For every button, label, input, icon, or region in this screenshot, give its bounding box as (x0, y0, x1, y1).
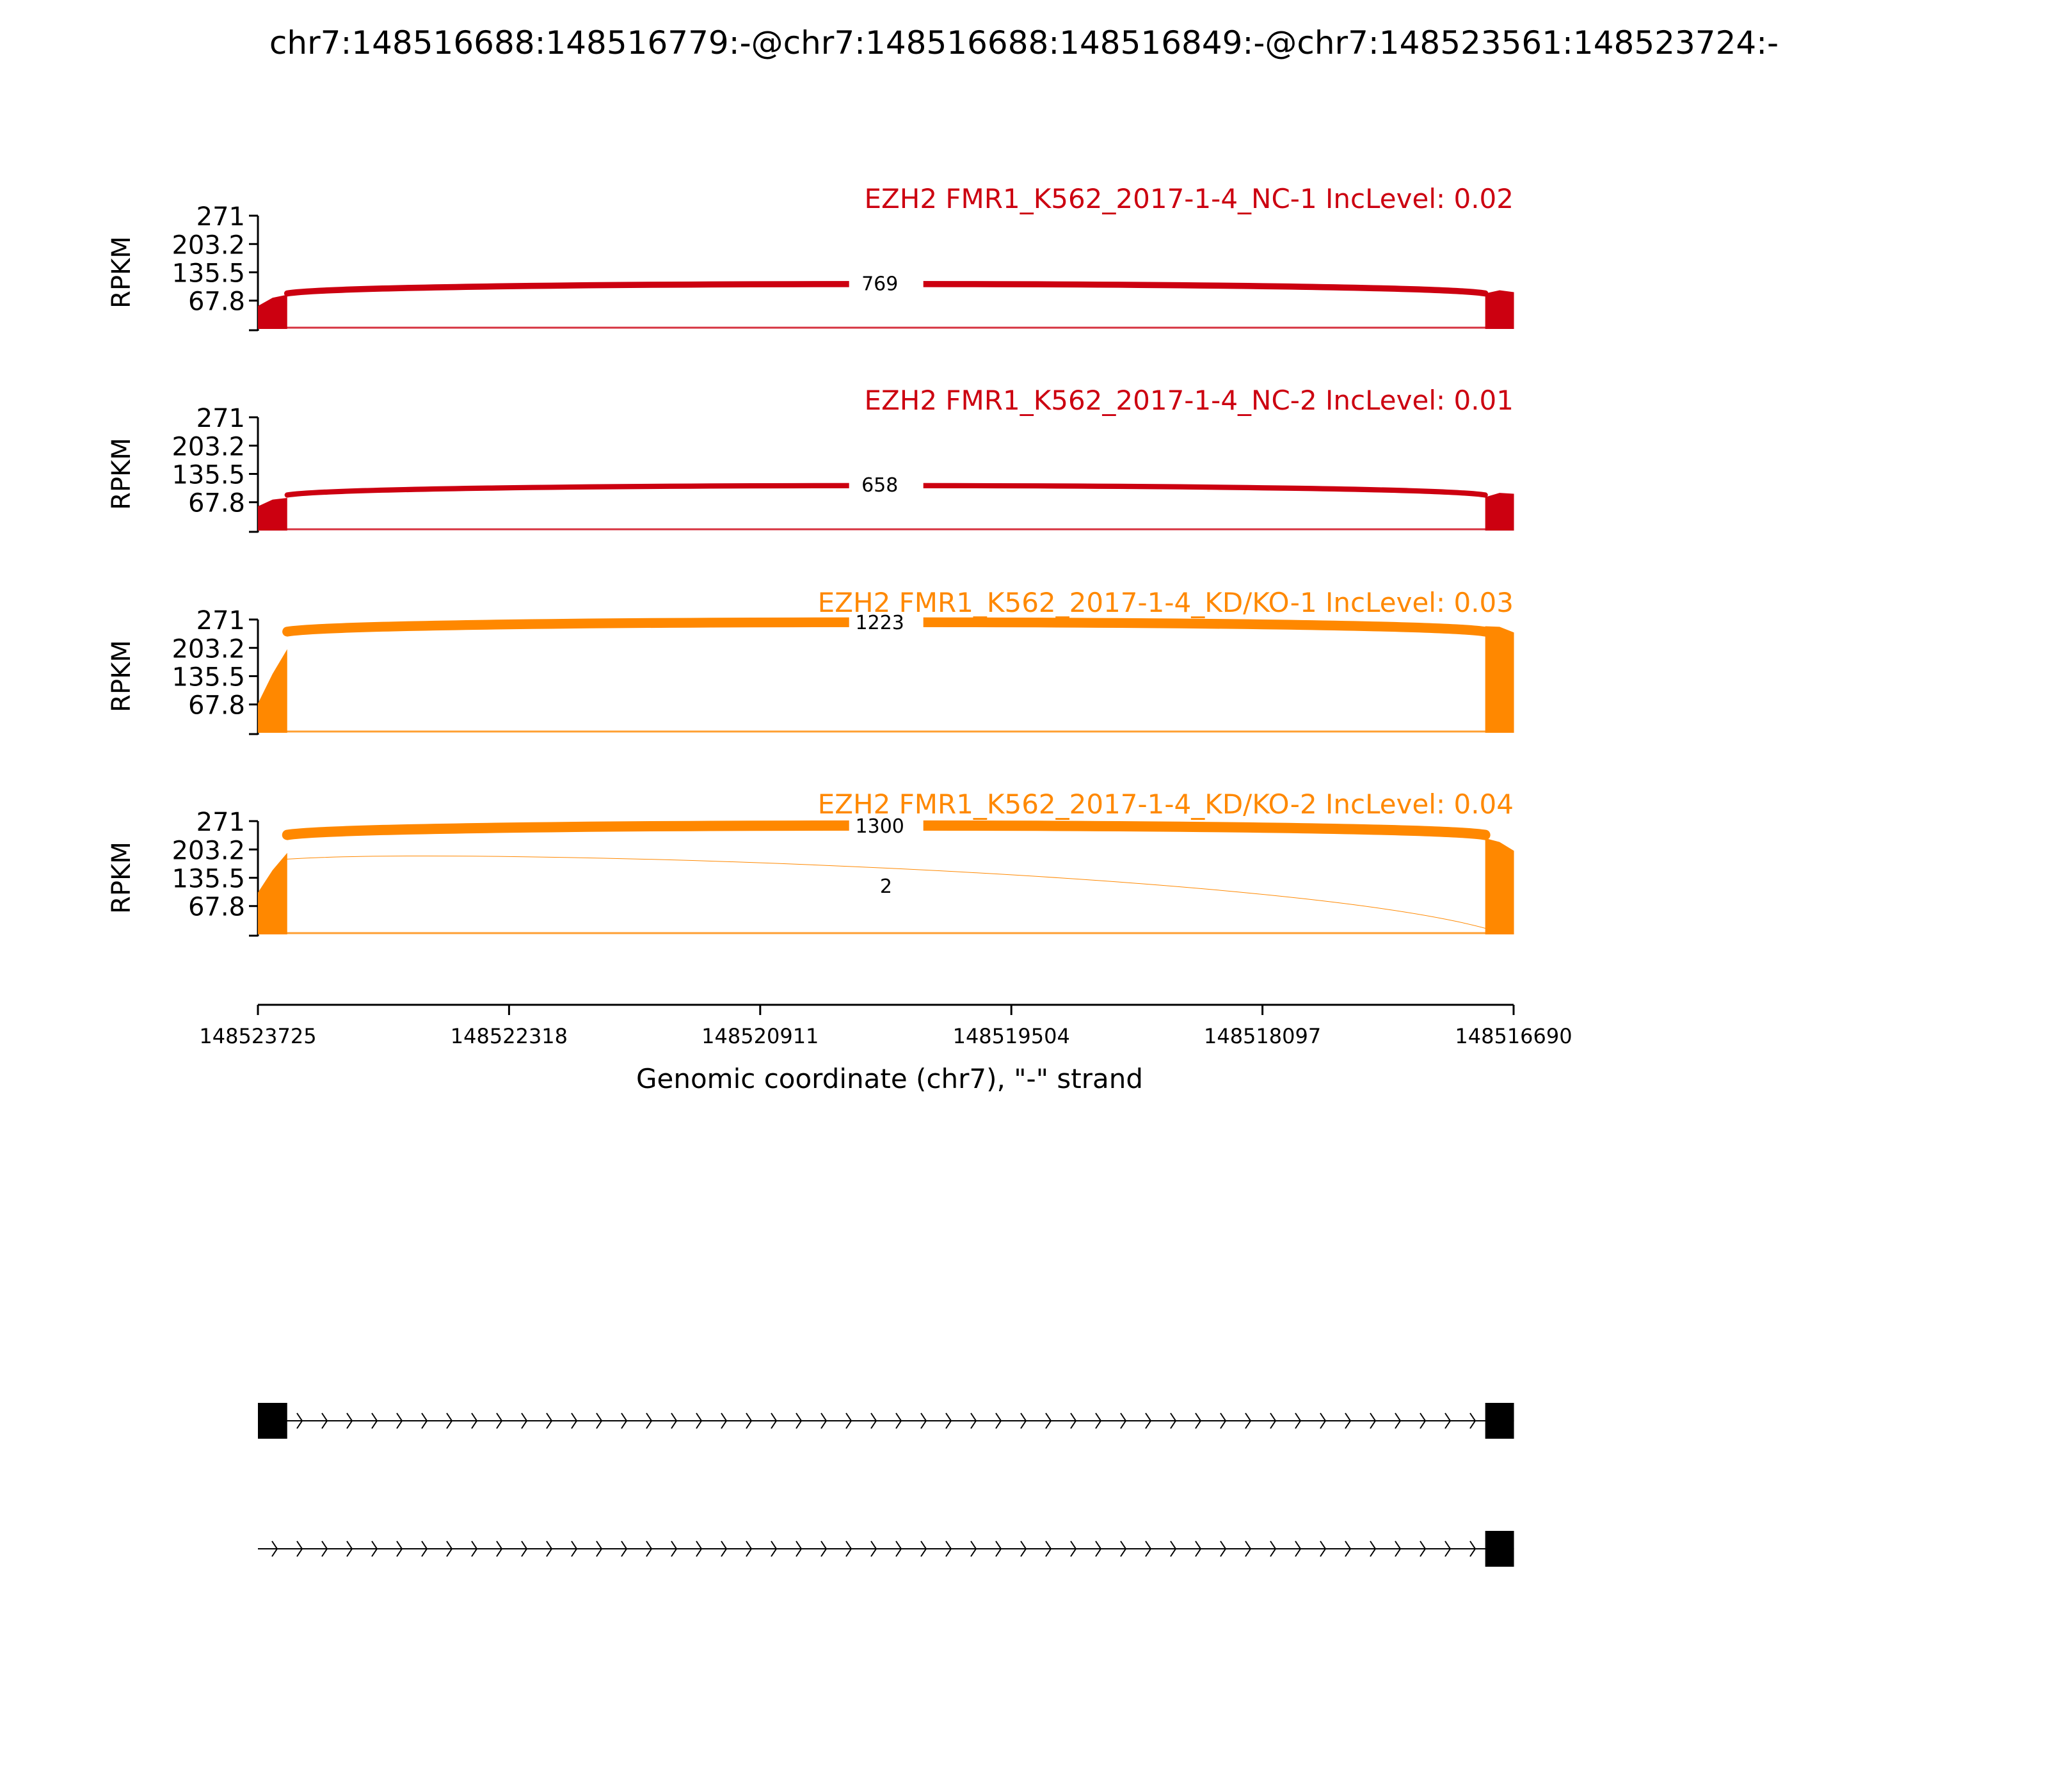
exon-coverage (1485, 838, 1514, 934)
track-name: EZH2 FMR1_K562_2017-1-4_KD/KO-2 IncLevel: 0.04 (817, 788, 1514, 820)
y-tick-label: 135.5 (172, 460, 245, 490)
x-tick-label: 148516690 (1455, 1024, 1572, 1048)
y-axis-label: RPKM (107, 236, 136, 308)
figure-title: chr7:148516688:148516779:-@chr7:148516688:148516849:-@chr7:148523561:148523724:- (269, 24, 1779, 61)
track-name: EZH2 FMR1_K562_2017-1-4_NC-2 IncLevel: 0.01 (864, 385, 1514, 416)
y-tick-label: 203.2 (172, 634, 245, 664)
exon-coverage (1485, 291, 1514, 329)
y-tick-label: 271 (196, 404, 245, 433)
y-tick-label: 135.5 (172, 662, 245, 692)
y-axis-label: RPKM (107, 842, 136, 914)
y-tick-label: 203.2 (172, 230, 245, 260)
exon-block (1485, 1531, 1514, 1567)
junction-count: 2 (879, 875, 893, 898)
y-tick-label: 67.8 (188, 892, 245, 922)
junction-count: 658 (861, 474, 899, 497)
y-tick-label: 203.2 (172, 836, 245, 866)
x-tick-label: 148522318 (450, 1024, 568, 1048)
y-tick-label: 67.8 (188, 691, 245, 721)
exon-block (258, 1403, 287, 1439)
y-tick-label: 271 (196, 202, 245, 232)
track-name: EZH2 FMR1_K562_2017-1-4_KD/KO-1 IncLevel: 0.03 (817, 587, 1514, 618)
x-tick-label: 148519504 (952, 1024, 1070, 1048)
y-tick-label: 271 (196, 606, 245, 636)
junction-count-bg (855, 872, 929, 897)
x-axis-label: Genomic coordinate (chr7), "-" strand (636, 1063, 1144, 1094)
y-tick-label: 67.8 (188, 287, 245, 317)
x-tick-label: 148523725 (199, 1024, 317, 1048)
exon-block (1485, 1403, 1514, 1439)
y-tick-label: 135.5 (172, 259, 245, 289)
y-tick-label: 271 (196, 808, 245, 837)
junction-count: 1300 (855, 815, 904, 838)
y-axis-label: RPKM (107, 438, 136, 510)
exon-coverage (1485, 493, 1514, 531)
junction-count: 1223 (855, 612, 904, 635)
x-tick-label: 148518097 (1203, 1024, 1322, 1048)
y-tick-label: 67.8 (188, 488, 245, 518)
y-tick-label: 203.2 (172, 432, 245, 462)
y-axis-label: RPKM (107, 640, 136, 712)
y-tick-label: 135.5 (172, 864, 245, 894)
x-tick-label: 148520911 (701, 1024, 819, 1048)
junction-count: 769 (861, 273, 899, 296)
exon-coverage (1485, 626, 1514, 733)
track-name: EZH2 FMR1_K562_2017-1-4_NC-1 IncLevel: 0.02 (864, 183, 1514, 214)
